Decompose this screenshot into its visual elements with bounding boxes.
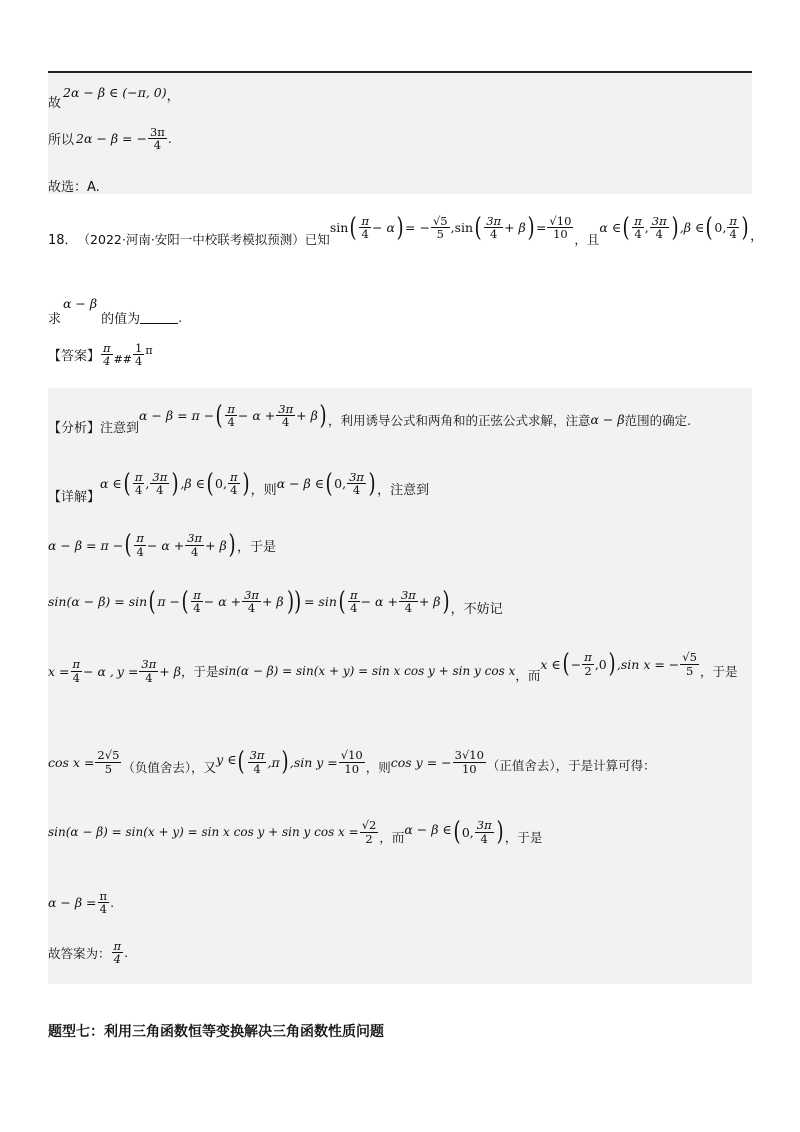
paren-close: ) [741, 212, 749, 243]
num: √2 [361, 818, 377, 833]
paren-close: ) [228, 530, 236, 560]
den: 4 [634, 227, 642, 241]
paren-close: ) [319, 400, 327, 431]
frac [248, 749, 267, 774]
y-eq: y = [116, 663, 139, 679]
analysis-frac-q [276, 403, 295, 428]
frac [71, 658, 83, 683]
prev-line-1-math: 2α − β ∈ (−π, 0) [63, 85, 167, 100]
den: 4 [156, 483, 164, 497]
analysis-line [48, 395, 760, 436]
frac [582, 651, 594, 676]
num: 3π [486, 213, 502, 228]
num: √5 [682, 650, 697, 665]
answer-label: 【答案】 [48, 349, 101, 365]
num: π [729, 213, 737, 228]
prev-line-2-suffix: . [167, 131, 172, 147]
text: ，于是 [180, 664, 219, 679]
given-sin2: ,sin [450, 220, 474, 235]
den: 5 [104, 761, 113, 776]
given-frac-1 [359, 215, 371, 240]
mid: − α + [146, 537, 185, 553]
eq-sin: = sin [303, 594, 337, 609]
paren-open: ( [338, 586, 346, 617]
math: α − β = [48, 895, 97, 911]
paren-close: ) [171, 468, 179, 499]
amb: α − β ∈ [404, 821, 452, 837]
fraction-denominator: 4 [153, 138, 162, 153]
answer-line [48, 342, 760, 367]
prev-line-2-prefix: 所以 [48, 133, 75, 149]
text: （正值舍去），于是计算可得： [486, 758, 656, 773]
frac [399, 589, 418, 614]
problem-18-statement [48, 207, 764, 248]
den: 4 [361, 227, 369, 241]
answer-pi: π [145, 344, 153, 358]
frac [112, 940, 124, 965]
num: π [584, 650, 592, 665]
den: 4 [136, 544, 144, 559]
x-end: − α , [83, 663, 114, 679]
num: π [193, 587, 201, 602]
given-value-1 [431, 215, 450, 240]
siny: ,sin y = [289, 754, 338, 770]
frac [339, 749, 365, 774]
neg: − [570, 656, 582, 672]
frac [680, 651, 699, 676]
paren-open: ( [124, 530, 132, 560]
frac [475, 819, 494, 844]
end: + β [205, 537, 227, 553]
den: 4 [253, 761, 261, 776]
frac [360, 819, 379, 844]
x-eq: x = [48, 663, 70, 679]
paren-open: ( [215, 400, 223, 431]
frac [348, 589, 360, 614]
num: π [99, 889, 108, 903]
paren-close: ) [496, 817, 504, 847]
paren-open: ( [349, 212, 357, 243]
paren-open: ( [562, 649, 570, 679]
num: π [227, 401, 235, 416]
den: 4 [191, 544, 199, 559]
paren-open: ( [325, 468, 333, 499]
frac [139, 658, 158, 683]
yr-end: ,π [267, 754, 280, 770]
cosx: cos x = [48, 754, 95, 770]
problem-ask [48, 286, 760, 327]
num: π [72, 657, 81, 672]
paren-open: ( [206, 468, 214, 499]
end: + β [418, 594, 441, 609]
den: 10 [553, 227, 568, 241]
ask-math: α − β [63, 296, 98, 311]
den: 5 [685, 663, 694, 678]
text: ，于是 [504, 830, 543, 845]
num: π [229, 469, 238, 484]
analysis-end: + β [296, 408, 318, 423]
den: 4 [655, 227, 663, 241]
num: 3π [476, 818, 492, 833]
num: 3π [651, 213, 667, 228]
text: ，则 [365, 760, 391, 775]
prev-line-2 [48, 126, 760, 151]
detail-line-5 [48, 748, 760, 776]
answer-frac-2 [133, 342, 144, 367]
then-text: ，则 [250, 483, 277, 498]
notice-text: ，注意到 [377, 483, 430, 498]
num: 3π [244, 587, 259, 602]
num: π [134, 469, 143, 484]
frac [150, 471, 169, 496]
fraction-numerator: 3π [149, 125, 165, 139]
cosy: cos y = − [390, 754, 452, 770]
den: 2 [584, 663, 592, 678]
den: 4 [99, 902, 107, 917]
den: 10 [344, 761, 360, 776]
comma: , [145, 476, 150, 491]
given-eq1: = − [405, 220, 430, 235]
paren-close: ) [608, 649, 616, 679]
frac [347, 471, 366, 496]
num: 3π [187, 531, 203, 546]
range-alpha-low [632, 215, 644, 240]
beta-in: ,β ∈ [180, 476, 205, 491]
num: 3π [278, 401, 294, 416]
frac [133, 471, 145, 496]
y-end: + β [159, 663, 181, 679]
given-eq2: = [535, 220, 547, 235]
paren-close: ) [442, 586, 450, 617]
range-beta-low: 0, [714, 220, 727, 235]
den: 4 [480, 831, 488, 846]
answer-frac-1 [101, 342, 113, 367]
detail-line-1 [48, 462, 760, 505]
lhs: sin(α − β) = sin [48, 594, 148, 609]
den: 4 [489, 227, 498, 241]
analysis-text-2: 范围的确定. [624, 412, 692, 428]
problem-number: 18． [48, 233, 78, 248]
paren-open: ( [622, 212, 630, 243]
given-frac-2 [484, 215, 503, 240]
frac [453, 749, 486, 774]
num: 3π [349, 469, 364, 484]
alpha-in: α ∈ [100, 476, 122, 491]
zero: 0, [215, 476, 227, 491]
x-in: x ∈ [540, 656, 561, 672]
ask-prefix: 求 [48, 312, 62, 327]
num: π [350, 587, 358, 602]
end: . [110, 895, 115, 911]
analysis-math: α − β = π − [139, 408, 215, 423]
section-heading: 题型七：利用三角函数恒等变换解决三角函数性质问题 [48, 1024, 384, 1040]
end: + β [261, 594, 284, 609]
num: 3π [249, 748, 265, 763]
paren-close: ) [671, 212, 679, 243]
num: 2√5 [97, 748, 120, 763]
text: 故答案为： [48, 945, 111, 961]
den: 4 [227, 415, 235, 429]
frac [242, 589, 261, 614]
zero: 0, [461, 824, 474, 840]
den: 4 [113, 952, 121, 967]
den: 4 [72, 670, 80, 685]
num: 3π [152, 469, 168, 484]
frac [191, 589, 203, 614]
num: 3π [400, 587, 416, 602]
num: π [634, 213, 642, 228]
paren-open: ( [705, 212, 713, 243]
answer-blank [140, 311, 178, 324]
pi-minus: π − [157, 594, 181, 609]
answer-sep: ## [113, 353, 133, 367]
den: 4 [103, 354, 111, 369]
paren-close: ) [396, 212, 404, 243]
num: π [136, 531, 144, 546]
paren-open: ( [474, 212, 482, 243]
alpha-minus-beta-in: α − β ∈ [276, 476, 325, 491]
frac [98, 890, 110, 915]
den: 4 [404, 601, 413, 615]
ask-end: . [178, 310, 183, 325]
xr-end: ,0 [594, 656, 607, 672]
num: √10 [340, 748, 363, 763]
text: （负值舍去），又 [122, 760, 217, 775]
range-alpha-high [650, 215, 669, 240]
problem-source: （2022·河南·安阳一中校联考模拟预测）已知 [77, 231, 330, 247]
paren-open: ( [123, 468, 131, 499]
given-plus-beta: + β [504, 220, 526, 235]
den: 4 [282, 415, 290, 429]
prev-line-1 [48, 78, 760, 111]
given-comma: ， [750, 229, 764, 244]
paren-close: ) [527, 212, 535, 243]
given-value-2 [547, 215, 573, 240]
analysis-label: 【分析】注意到 [48, 421, 140, 436]
analysis-text: ，利用诱导公式和两角和的正弦公式求解，注意 [327, 412, 591, 428]
den: 4 [247, 601, 256, 615]
num: π [361, 213, 369, 228]
paren-open: ( [181, 586, 189, 617]
prev-line-2-math: 2α − β = − [76, 131, 147, 147]
num: 3π [141, 657, 157, 672]
den: 4 [145, 670, 153, 685]
den: 4 [193, 601, 201, 615]
den: 4 [134, 483, 143, 497]
math: α − β = π − [48, 537, 124, 553]
paren-open: ( [453, 817, 461, 847]
num: π [113, 939, 122, 953]
detail-label: 【详解】 [48, 490, 101, 505]
den: 4 [135, 354, 143, 369]
expand: sin(α − β) = sin(x + y) = sin x cos y + sin y cos x [218, 664, 516, 678]
prev-line-3-text: 故选：A. [48, 180, 100, 195]
text: ，而 [515, 668, 541, 683]
paren-open: ( [237, 747, 246, 777]
text: ，于是 [236, 539, 276, 555]
given-minus-alpha: − α [372, 220, 395, 235]
mid: − α + [203, 594, 242, 609]
detail-line-6 [48, 818, 760, 846]
prev-line-3 [48, 176, 760, 195]
text: ，于是 [699, 664, 738, 679]
detail-line-3 [48, 586, 760, 617]
expand: sin(α − β) = sin(x + y) = sin x cos y + sin y cos x = [48, 825, 359, 839]
den: 2 [365, 831, 373, 846]
end: . [124, 945, 129, 961]
given-sin1: sin [329, 220, 349, 235]
detail-line-4 [48, 649, 760, 685]
num: 3√10 [454, 748, 484, 763]
zero: 0, [334, 476, 347, 491]
den: 4 [352, 483, 361, 497]
num: π [103, 341, 111, 355]
range-beta-high [727, 215, 739, 240]
num: 1 [135, 341, 143, 355]
prev-line-2-fraction [148, 126, 167, 151]
comma: , [644, 220, 649, 235]
frac [134, 532, 146, 557]
paren-close: )) [286, 586, 301, 617]
paren-close: ) [242, 468, 250, 499]
num: √5 [432, 213, 448, 228]
den: 4 [350, 601, 358, 615]
detail-line-7 [48, 890, 760, 915]
paren-close: ) [368, 468, 376, 499]
text: ，而 [379, 830, 405, 845]
ask-suffix: 的值为 [101, 312, 141, 327]
y-in: y ∈ [216, 751, 237, 767]
analysis-math-2: α − β [590, 412, 625, 427]
den: 4 [729, 227, 737, 241]
num: √10 [549, 213, 572, 228]
text: ，不妨记 [450, 602, 503, 617]
prev-line-1-prefix: 故 [48, 96, 62, 111]
detail-line-2 [48, 532, 760, 558]
den: 4 [230, 483, 238, 497]
analysis-mid: − α + [237, 408, 276, 423]
paren-close: ) [281, 747, 289, 777]
analysis-frac-p [225, 403, 237, 428]
given-beta-in: ,β ∈ [679, 220, 705, 235]
frac [185, 532, 204, 557]
den: 10 [461, 761, 477, 776]
prev-line-1-suffix: ， [166, 89, 180, 104]
den: 5 [436, 227, 444, 241]
detail-line-8 [48, 940, 760, 965]
sinx: ,sin x = − [616, 656, 680, 672]
mid: − α + [360, 594, 398, 609]
frac [95, 749, 121, 774]
given-and: ，且 [574, 231, 600, 247]
paren-open: ( [148, 586, 156, 617]
given-alpha-in: α ∈ [599, 220, 622, 235]
frac [228, 471, 240, 496]
